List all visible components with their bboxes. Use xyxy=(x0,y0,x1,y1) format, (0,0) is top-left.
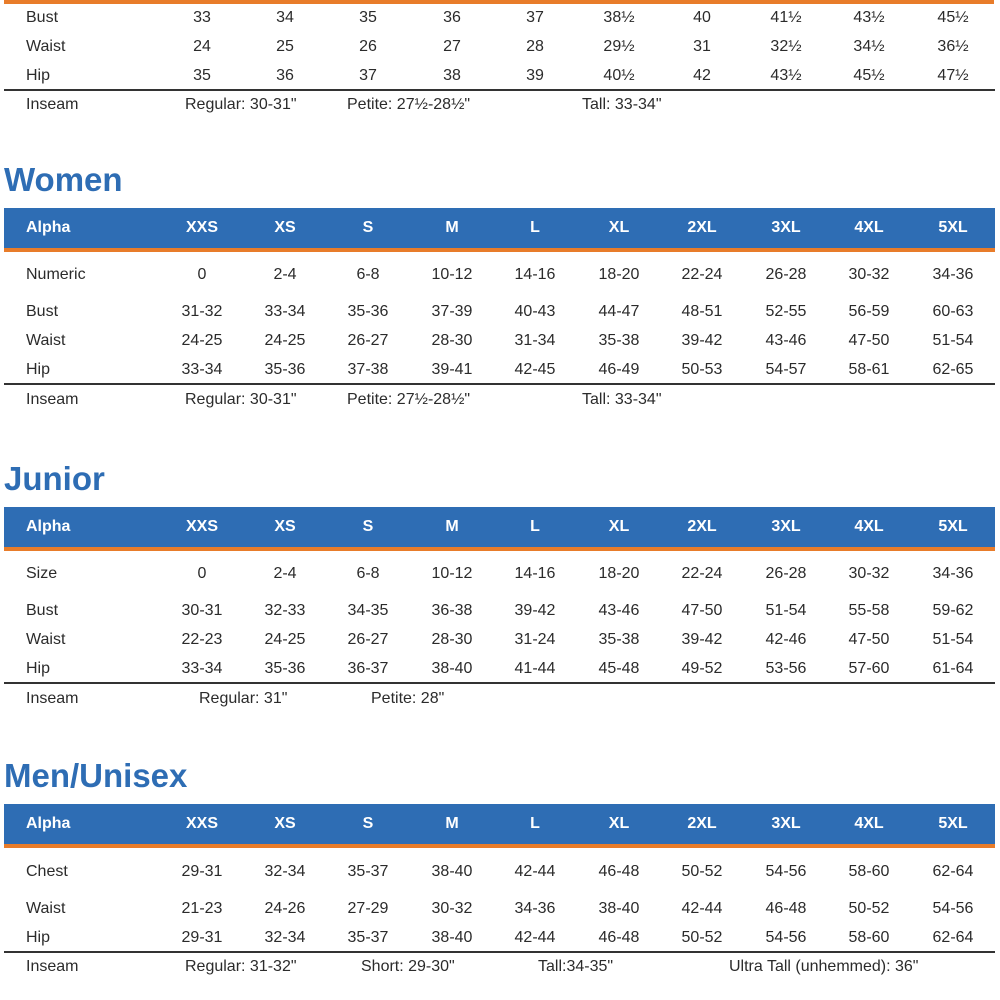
size-column-header: XS xyxy=(274,815,296,832)
table-cell: 35-36 xyxy=(264,361,306,378)
table-cell: 10-12 xyxy=(431,266,473,283)
top-accent-rule xyxy=(4,0,994,4)
table-cell: 30-32 xyxy=(848,565,890,582)
table-cell: 33-34 xyxy=(181,361,223,378)
table-cell: 31-32 xyxy=(181,303,223,320)
table-cell: 35-38 xyxy=(598,631,640,648)
size-column-header: 3XL xyxy=(771,518,801,535)
size-column-header: 5XL xyxy=(938,518,968,535)
table-cell: 24-25 xyxy=(181,332,223,349)
table-cell: 47½ xyxy=(937,67,969,84)
table-cell: 42-44 xyxy=(514,929,556,946)
table-cell: 43½ xyxy=(770,67,802,84)
table-cell: 34½ xyxy=(853,38,885,55)
table-cell: 51-54 xyxy=(932,332,974,349)
size-column-header: 2XL xyxy=(687,815,717,832)
table-cell: 40½ xyxy=(603,67,635,84)
header-label: Alpha xyxy=(26,219,71,236)
table-cell: 39-42 xyxy=(514,602,556,619)
table-cell: 36 xyxy=(276,67,294,84)
table-cell: 54-57 xyxy=(765,361,807,378)
table-cell: 39-42 xyxy=(681,332,723,349)
size-column-header: L xyxy=(530,815,540,832)
table-cell: 28 xyxy=(526,38,544,55)
table-cell: 41-44 xyxy=(514,660,556,677)
table-cell: 32-33 xyxy=(264,602,306,619)
table-cell: 52-55 xyxy=(765,303,807,320)
section-title: Junior xyxy=(4,460,105,497)
table-cell: 0 xyxy=(197,266,207,283)
inseam-label: Inseam xyxy=(26,958,79,975)
table-cell: 26-27 xyxy=(347,631,389,648)
table-cell: 45½ xyxy=(937,9,969,26)
table-cell: 45-48 xyxy=(598,660,640,677)
table-cell: 57-60 xyxy=(848,660,890,677)
size-column-header: XL xyxy=(608,219,630,236)
table-row xyxy=(0,561,1000,587)
table-cell: 35-36 xyxy=(347,303,389,320)
table-cell: 48-51 xyxy=(681,303,723,320)
table-cell: 36-37 xyxy=(347,660,389,677)
table-cell: 42-44 xyxy=(514,863,556,880)
table-cell: 27-29 xyxy=(347,900,389,917)
table-cell: 34-36 xyxy=(932,266,974,283)
table-cell: 31-34 xyxy=(514,332,556,349)
table-cell: 22-23 xyxy=(181,631,223,648)
table-cell: 50-52 xyxy=(681,863,723,880)
table-cell: 35 xyxy=(193,67,211,84)
size-column-header: 5XL xyxy=(938,219,968,236)
table-cell: 59-62 xyxy=(932,602,974,619)
table-cell: 45½ xyxy=(853,67,885,84)
table-cell: 43-46 xyxy=(765,332,807,349)
inseam-value: Short: 29-30" xyxy=(361,958,455,975)
row-label: Bust xyxy=(26,602,59,619)
table-cell: 38-40 xyxy=(431,660,473,677)
table-cell: 43-46 xyxy=(598,602,640,619)
table-cell: 39-41 xyxy=(431,361,473,378)
table-cell: 36-38 xyxy=(431,602,473,619)
table-cell: 6-8 xyxy=(356,565,380,582)
size-column-header: S xyxy=(362,219,374,236)
table-cell: 60-63 xyxy=(932,303,974,320)
table-row xyxy=(0,357,1000,383)
table-row xyxy=(0,896,1000,922)
table-cell: 28-30 xyxy=(431,631,473,648)
table-cell: 29½ xyxy=(603,38,635,55)
table-cell: 39 xyxy=(526,67,544,84)
table-cell: 47-50 xyxy=(681,602,723,619)
row-label: Hip xyxy=(26,361,51,378)
row-label: Numeric xyxy=(26,266,86,283)
row-label: Bust xyxy=(26,303,59,320)
table-cell: 28-30 xyxy=(431,332,473,349)
size-column-header: XXS xyxy=(185,815,218,832)
table-cell: 36 xyxy=(443,9,461,26)
table-cell: 30-31 xyxy=(181,602,223,619)
row-label: Chest xyxy=(26,863,68,880)
table-row xyxy=(0,299,1000,325)
inseam-value: Regular: 31" xyxy=(199,690,288,707)
size-column-header: XXS xyxy=(185,518,218,535)
inseam-value: Regular: 31-32" xyxy=(185,958,297,975)
row-label: Bust xyxy=(26,9,59,26)
table-cell: 54-56 xyxy=(765,863,807,880)
table-cell: 18-20 xyxy=(598,266,640,283)
inseam-divider xyxy=(4,383,995,385)
section-title: Women xyxy=(4,161,123,198)
table-cell: 58-61 xyxy=(848,361,890,378)
table-cell: 62-64 xyxy=(932,863,974,880)
table-cell: 53-56 xyxy=(765,660,807,677)
inseam-value: Regular: 30-31" xyxy=(185,391,297,408)
inseam-value: Petite: 27½-28½" xyxy=(347,96,471,113)
section-title: Men/Unisex xyxy=(4,757,188,794)
table-cell: 34-36 xyxy=(932,565,974,582)
table-cell: 58-60 xyxy=(848,863,890,880)
table-cell: 29-31 xyxy=(181,863,223,880)
table-cell: 29-31 xyxy=(181,929,223,946)
table-cell: 50-52 xyxy=(681,929,723,946)
row-label: Waist xyxy=(26,631,66,648)
table-cell: 22-24 xyxy=(681,266,723,283)
inseam-label: Inseam xyxy=(26,96,79,113)
table-cell: 35-37 xyxy=(347,863,389,880)
header-label: Alpha xyxy=(26,815,71,832)
table-cell: 56-59 xyxy=(848,303,890,320)
size-column-header: L xyxy=(530,219,540,236)
table-cell: 36½ xyxy=(937,38,969,55)
table-cell: 62-65 xyxy=(932,361,974,378)
table-cell: 14-16 xyxy=(514,565,556,582)
table-cell: 14-16 xyxy=(514,266,556,283)
header-label: Alpha xyxy=(26,518,71,535)
table-cell: 26-28 xyxy=(765,565,807,582)
table-cell: 35-36 xyxy=(264,660,306,677)
table-cell: 18-20 xyxy=(598,565,640,582)
table-cell: 24-26 xyxy=(264,900,306,917)
table-cell: 46-49 xyxy=(598,361,640,378)
table-row xyxy=(0,328,1000,354)
table-cell: 46-48 xyxy=(598,863,640,880)
table-cell: 24-25 xyxy=(264,631,306,648)
table-cell: 32-34 xyxy=(264,929,306,946)
inseam-divider xyxy=(4,682,995,684)
table-cell: 22-24 xyxy=(681,565,723,582)
inseam-label: Inseam xyxy=(26,391,79,408)
table-cell: 6-8 xyxy=(356,266,380,283)
inseam-divider xyxy=(4,951,995,953)
inseam-value: Tall:34-35" xyxy=(538,958,614,975)
size-column-header: XL xyxy=(608,815,630,832)
size-column-header: S xyxy=(362,815,374,832)
inseam-value: Petite: 27½-28½" xyxy=(347,391,471,408)
table-cell: 31 xyxy=(693,38,711,55)
row-label: Hip xyxy=(26,660,51,677)
size-column-header: XS xyxy=(274,518,296,535)
table-cell: 42-45 xyxy=(514,361,556,378)
table-cell: 35-37 xyxy=(347,929,389,946)
table-cell: 50-52 xyxy=(848,900,890,917)
table-row xyxy=(0,262,1000,288)
size-column-header: M xyxy=(445,219,459,236)
table-cell: 38-40 xyxy=(598,900,640,917)
size-column-header: 2XL xyxy=(687,518,717,535)
table-cell: 42-44 xyxy=(681,900,723,917)
table-cell: 49-52 xyxy=(681,660,723,677)
table-cell: 37-39 xyxy=(431,303,473,320)
table-cell: 34-35 xyxy=(347,602,389,619)
table-cell: 24 xyxy=(193,38,211,55)
size-column-header: 2XL xyxy=(687,219,717,236)
table-row xyxy=(0,859,1000,885)
table-cell: 41½ xyxy=(770,9,802,26)
table-cell: 42 xyxy=(693,67,711,84)
row-label: Waist xyxy=(26,332,66,349)
table-row xyxy=(0,34,1000,60)
size-column-header: 5XL xyxy=(938,815,968,832)
table-cell: 27 xyxy=(443,38,461,55)
size-column-header: 4XL xyxy=(854,518,884,535)
size-column-header: 4XL xyxy=(854,219,884,236)
size-column-header: 3XL xyxy=(771,815,801,832)
table-cell: 37-38 xyxy=(347,361,389,378)
size-header-bar xyxy=(4,507,995,551)
table-cell: 26-28 xyxy=(765,266,807,283)
inseam-label: Inseam xyxy=(26,690,79,707)
table-cell: 21-23 xyxy=(181,900,223,917)
table-cell: 44-47 xyxy=(598,303,640,320)
table-cell: 38-40 xyxy=(431,863,473,880)
row-label: Waist xyxy=(26,38,66,55)
table-cell: 54-56 xyxy=(932,900,974,917)
table-cell: 62-64 xyxy=(932,929,974,946)
table-cell: 51-54 xyxy=(765,602,807,619)
size-column-header: XXS xyxy=(185,219,218,236)
table-cell: 37 xyxy=(359,67,377,84)
table-cell: 38 xyxy=(443,67,461,84)
table-cell: 39-42 xyxy=(681,631,723,648)
table-cell: 58-60 xyxy=(848,929,890,946)
table-row xyxy=(0,5,1000,31)
size-column-header: XL xyxy=(608,518,630,535)
inseam-value: Regular: 30-31" xyxy=(185,96,297,113)
table-cell: 55-58 xyxy=(848,602,890,619)
table-cell: 47-50 xyxy=(848,332,890,349)
table-cell: 25 xyxy=(276,38,294,55)
table-cell: 61-64 xyxy=(932,660,974,677)
table-cell: 34-36 xyxy=(514,900,556,917)
size-header-bar xyxy=(4,804,995,848)
table-cell: 30-32 xyxy=(431,900,473,917)
table-cell: 32½ xyxy=(770,38,802,55)
row-label: Hip xyxy=(26,67,51,84)
inseam-value: Petite: 28" xyxy=(371,690,445,707)
row-label: Waist xyxy=(26,900,66,917)
table-cell: 42-46 xyxy=(765,631,807,648)
table-row xyxy=(0,63,1000,89)
table-cell: 33-34 xyxy=(181,660,223,677)
table-cell: 2-4 xyxy=(273,565,297,582)
table-cell: 47-50 xyxy=(848,631,890,648)
inseam-value: Ultra Tall (unhemmed): 36" xyxy=(729,958,919,975)
size-column-header: M xyxy=(445,518,459,535)
table-cell: 33-34 xyxy=(264,303,306,320)
table-cell: 37 xyxy=(526,9,544,26)
size-column-header: XS xyxy=(274,219,296,236)
table-cell: 40-43 xyxy=(514,303,556,320)
size-header-bar xyxy=(4,208,995,252)
inseam-value: Tall: 33-34" xyxy=(582,96,662,113)
inseam-divider xyxy=(4,89,995,91)
inseam-value: Tall: 33-34" xyxy=(582,391,662,408)
table-cell: 24-25 xyxy=(264,332,306,349)
table-cell: 54-56 xyxy=(765,929,807,946)
size-column-header: S xyxy=(362,518,374,535)
size-column-header: 4XL xyxy=(854,815,884,832)
table-cell: 26 xyxy=(359,38,377,55)
table-row xyxy=(0,598,1000,624)
table-cell: 35 xyxy=(359,9,377,26)
table-cell: 38½ xyxy=(603,9,635,26)
table-cell: 2-4 xyxy=(273,266,297,283)
table-row xyxy=(0,925,1000,951)
size-column-header: L xyxy=(530,518,540,535)
size-column-header: 3XL xyxy=(771,219,801,236)
table-row xyxy=(0,656,1000,682)
table-cell: 46-48 xyxy=(598,929,640,946)
row-label: Hip xyxy=(26,929,51,946)
table-cell: 34 xyxy=(276,9,294,26)
table-cell: 33 xyxy=(193,9,211,26)
table-cell: 43½ xyxy=(853,9,885,26)
table-cell: 0 xyxy=(197,565,207,582)
table-cell: 10-12 xyxy=(431,565,473,582)
row-label: Size xyxy=(26,565,58,582)
size-column-header: M xyxy=(445,815,459,832)
table-cell: 40 xyxy=(693,9,711,26)
table-cell: 51-54 xyxy=(932,631,974,648)
table-cell: 38-40 xyxy=(431,929,473,946)
table-cell: 50-53 xyxy=(681,361,723,378)
table-cell: 31-24 xyxy=(514,631,556,648)
table-cell: 46-48 xyxy=(765,900,807,917)
table-cell: 35-38 xyxy=(598,332,640,349)
table-cell: 30-32 xyxy=(848,266,890,283)
table-row xyxy=(0,627,1000,653)
table-cell: 26-27 xyxy=(347,332,389,349)
table-cell: 32-34 xyxy=(264,863,306,880)
